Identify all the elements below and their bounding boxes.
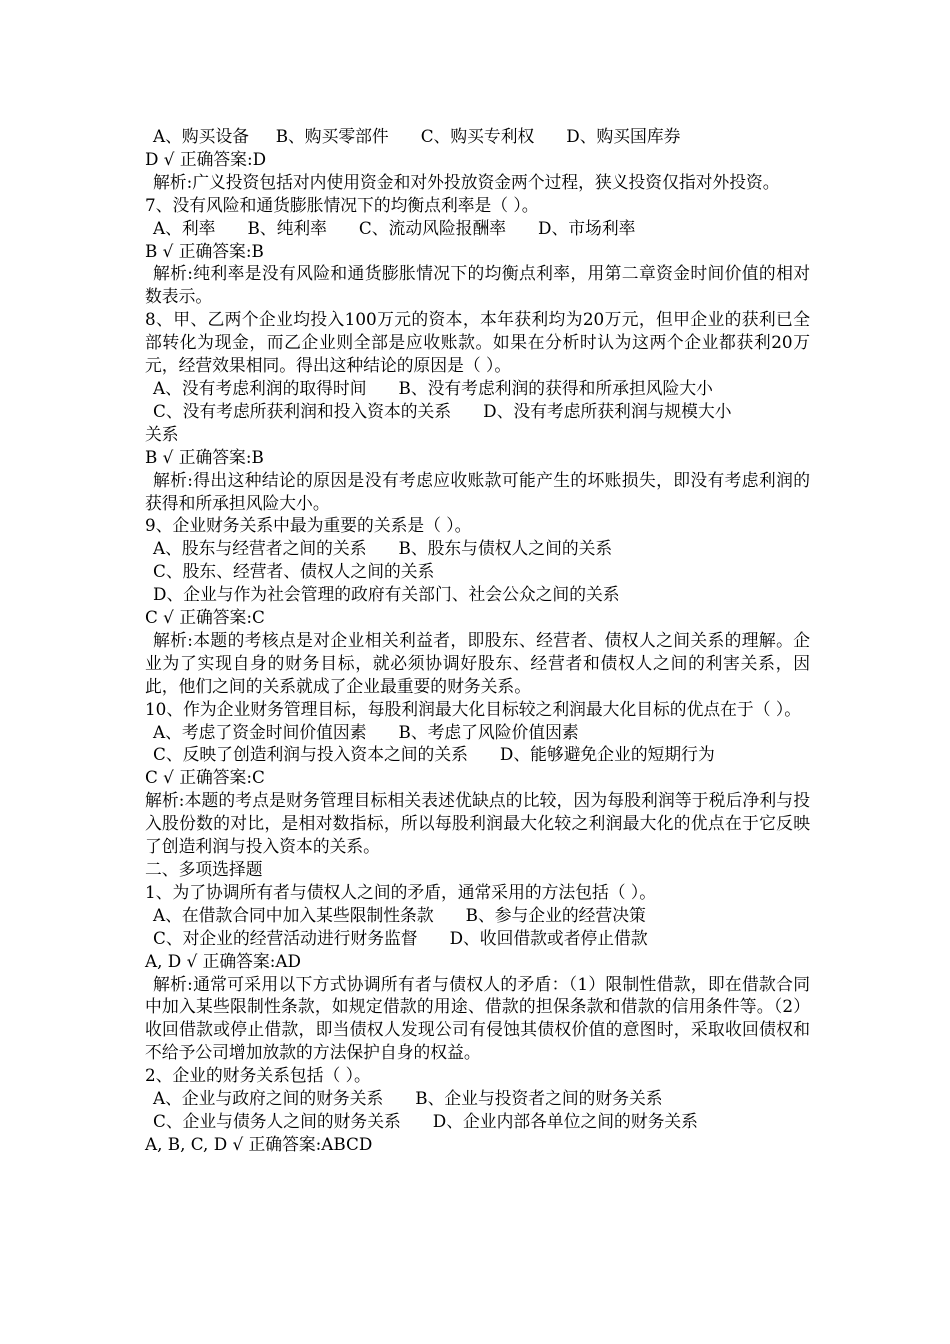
answer-options: C、没有考虑所获利润和投入资本的关系 D、没有考虑所获利润与规模大小 bbox=[153, 400, 732, 421]
document-page bbox=[145, 125, 810, 1156]
text-line: 2、企业的财务关系包括（ ）。 bbox=[145, 1065, 371, 1086]
explanation-paragraph: 解析:本题的考核点是对企业相关利益者，即股东、经营者、债权人之间关系的理解。企业为了实现自身的财务目标，就必须协调好股东、经营者和债权人之间的利害关系，因此，他们之间的关系就成了企业最重要的财务关系。 bbox=[145, 629, 810, 696]
explanation-paragraph: 解析:得出这种结论的原因是没有考虑应收账款可能产生的坏账损失，即没有考虑利润的获得和所承担风险大小。 bbox=[145, 469, 810, 513]
answer-options: A、购买设备 B、购买零部件 C、购买专利权 D、购买国库券 bbox=[153, 126, 681, 146]
text-line: 关系 bbox=[145, 423, 179, 444]
answer-options: D、企业与作为社会管理的政府有关部门、社会公众之间的关系 bbox=[153, 584, 620, 605]
answer-options: A、股东与经营者之间的关系 B、股东与债权人之间的关系 bbox=[153, 538, 613, 559]
answer-options: A、考虑了资金时间价值因素 B、考虑了风险价值因素 bbox=[153, 721, 579, 742]
question-paragraph: 8、甲、乙两个企业均投入100万元的资本，本年获利均为20万元，但甲企业的获利已全部转化为现金，而乙企业则全部是应收账款。如果在分析时认为这两个企业都获利20万元，经营效果相同。得出这种结论的原因是（ ）。 bbox=[145, 309, 810, 376]
answer-options: A、没有考虑利润的取得时间 B、没有考虑利润的获得和所承担风险大小 bbox=[153, 377, 713, 398]
correct-answer-line: D √ 正确答案:D bbox=[145, 148, 267, 169]
text-line: 1、为了协调所有者与债权人之间的矛盾，通常采用的方法包括（ ）。 bbox=[145, 881, 657, 902]
explanation-paragraph: 解析:纯利率是没有风险和通货膨胀情况下的均衡点利率，用第二章资金时间价值的相对数表示。 bbox=[145, 263, 810, 307]
answer-options: A、企业与政府之间的财务关系 B、企业与投资者之间的财务关系 bbox=[153, 1088, 663, 1109]
correct-answer-line: C √ 正确答案:C bbox=[145, 767, 265, 788]
text-line: 7、没有风险和通货膨胀情况下的均衡点利率是（ ）。 bbox=[145, 194, 539, 215]
correct-answer-line: B √ 正确答案:B bbox=[145, 240, 264, 261]
answer-options: C、反映了创造利润与投入资本之间的关系 D、能够避免企业的短期行为 bbox=[153, 744, 715, 765]
explanation-paragraph: 解析:广义投资包括对内使用资金和对外投放资金两个过程，狭义投资仅指对外投资。 bbox=[153, 171, 780, 192]
answer-options: C、对企业的经营活动进行财务监督 D、收回借款或者停止借款 bbox=[153, 927, 648, 948]
correct-answer-line: C √ 正确答案:C bbox=[145, 607, 265, 628]
correct-answer-line: A, B, C, D √ 正确答案:ABCD bbox=[145, 1133, 373, 1154]
explanation-paragraph: 解析:通常可采用以下方式协调所有者与债权人的矛盾：（1）限制性借款，即在借款合同中加入某些限制性条款，如规定借款的用途、借款的担保条款和借款的信用条件等。（2）收回借款或停止借款，即当债权人发现公司有侵蚀其债权价值的意图时，采取收回债权和不给予公司增加放款的方法保护自身的权益。 bbox=[145, 973, 810, 1063]
text-line: 9、企业财务关系中最为重要的关系是（ ）。 bbox=[145, 515, 472, 536]
correct-answer-line: B √ 正确答案:B bbox=[145, 446, 264, 467]
question-paragraph: 解析:本题的考点是财务管理目标相关表述优缺点的比较，因为每股利润等于税后净利与投入股份数的对比，是相对数指标，所以每股利润最大化较之利润最大化的优点在于它反映了创造利润与投入资本的关系。 bbox=[145, 790, 810, 857]
answer-options: C、股东、经营者、债权人之间的关系 bbox=[153, 561, 435, 582]
text-line: 二、多项选择题 bbox=[145, 859, 263, 879]
question-paragraph: 10、作为企业财务管理目标，每股利润最大化目标较之利润最大化目标的优点在于（ ）。 bbox=[145, 698, 801, 719]
answer-options: C、企业与债务人之间的财务关系 D、企业内部各单位之间的财务关系 bbox=[153, 1110, 698, 1131]
correct-answer-line: A, D √ 正确答案:AD bbox=[145, 950, 301, 971]
answer-options: A、利率 B、纯利率 C、流动风险报酬率 D、市场利率 bbox=[153, 217, 636, 238]
answer-options: A、在借款合同中加入某些限制性条款 B、参与企业的经营决策 bbox=[153, 904, 646, 925]
